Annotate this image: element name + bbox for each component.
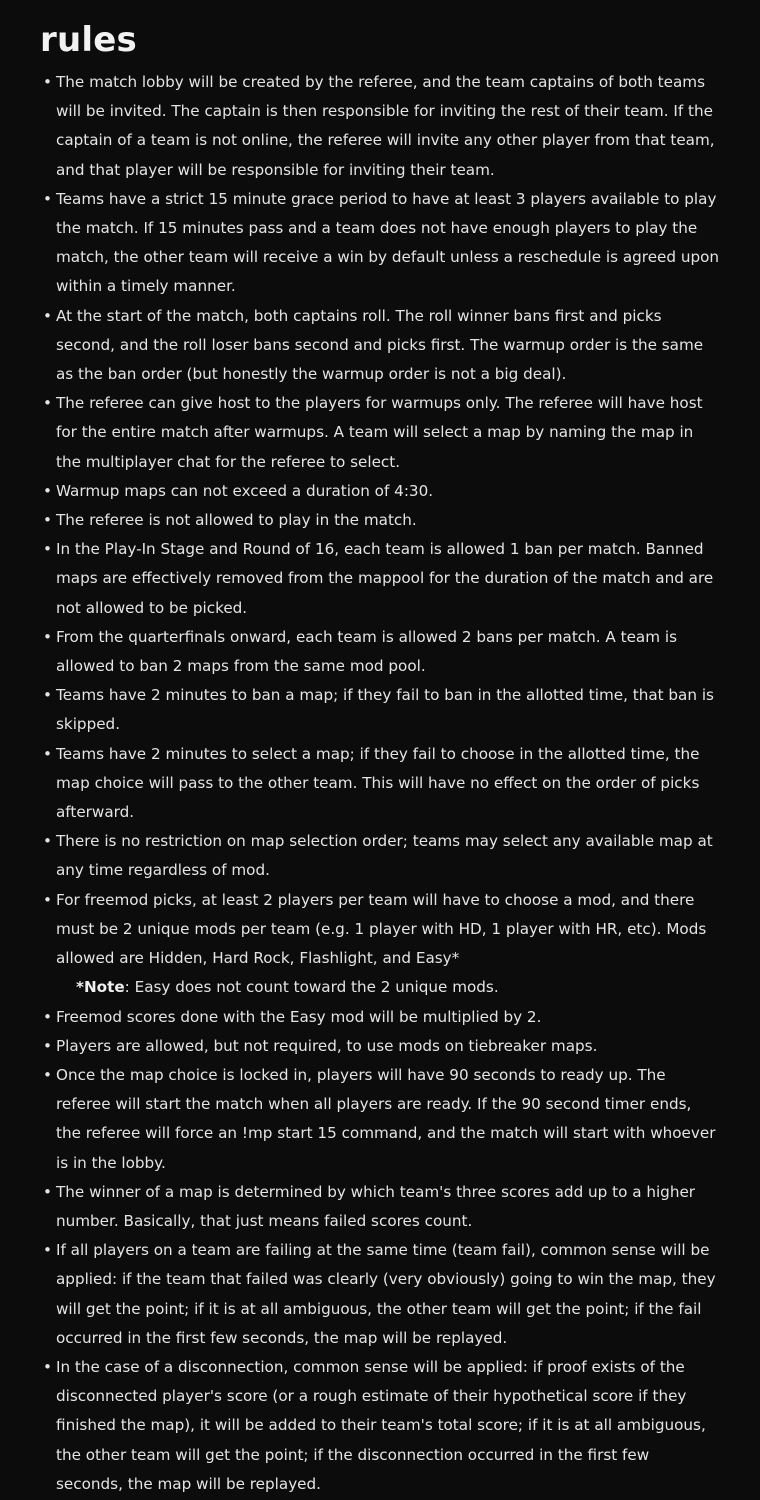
bullet-icon: • bbox=[43, 481, 52, 500]
rule-item bbox=[40, 477, 720, 506]
rule-text: Teams have 2 minutes to ban a map; if they fail to ban in the allotted time, that ban is skipped. bbox=[56, 686, 714, 734]
rule-text: In the Play-In Stage and Round of 16, each team is allowed 1 ban per match. Banned maps are effectively removed from the mappool for the duration of the match and are not allowed to be picked. bbox=[56, 540, 714, 617]
bullet-icon: • bbox=[43, 686, 52, 705]
rule-text: Teams have 2 minutes to select a map; if they fail to choose in the allotted time, the map choice will pass to the other team. This will have no effect on the order of picks afterward. bbox=[56, 744, 700, 822]
rule-item bbox=[40, 506, 720, 535]
rule-text: The referee is not allowed to play in the match. bbox=[56, 511, 417, 530]
rule-text: For freemod picks, at least 2 players per team will have to choose a mod, and there must be 2 unique mods per team (e.g. 1 player with HD, 1 player with HR, etc). Mods allowed are Hidden, Hard Rock, Flashlight, and Easy* bbox=[56, 890, 707, 968]
bullet-icon: • bbox=[43, 306, 52, 325]
rules-list bbox=[40, 68, 720, 1499]
bullet-icon: • bbox=[43, 1065, 52, 1084]
page-title: rules bbox=[40, 20, 137, 60]
bullet-icon: • bbox=[43, 394, 52, 413]
bullet-icon: • bbox=[43, 627, 52, 646]
bullet-icon: • bbox=[43, 1241, 52, 1260]
rule-text: From the quarterfinals onward, each team is allowed 2 bans per match. A team is allowed to ban 2 maps from the same mod pool. bbox=[56, 627, 677, 676]
bullet-icon: • bbox=[43, 1036, 52, 1055]
bullet-icon: • bbox=[43, 744, 52, 763]
rule-item bbox=[40, 535, 720, 623]
rule-text: Once the map choice is locked in, players will have 90 seconds to ready up. The referee will start the match when all players are ready. If the 90 second timer ends, the referee will force an !mp start 15 command, and the match will start with whoever is in the lobby. bbox=[56, 1065, 716, 1172]
bullet-icon: • bbox=[43, 189, 52, 208]
rule-item bbox=[40, 1061, 720, 1178]
rule-item bbox=[40, 681, 720, 739]
bullet-icon: • bbox=[43, 1357, 52, 1376]
rule-text: In the case of a disconnection, common sense will be applied: if proof exists of the disconnected player's score (or a rough estimate of their hypothetical score if they finished the map), it will be added to their team's total score; if it is at all ambiguous, the other team will get the point; if the disconnection occurred in the first few seconds, the map will be replayed. bbox=[56, 1357, 706, 1493]
rule-item bbox=[40, 185, 720, 302]
rule-item bbox=[40, 886, 720, 1003]
rule-item bbox=[40, 623, 720, 681]
bullet-icon: • bbox=[43, 890, 52, 909]
bullet-icon: • bbox=[43, 1007, 52, 1026]
rule-note bbox=[56, 973, 720, 1002]
rule-item bbox=[40, 68, 720, 185]
rule-text: If all players on a team are failing at the same time (team fail), common sense will be applied: if the team that failed was clearly (very obviously) going to win the map, they will get the point; if it is at all ambiguous, the other team will get the point; if the fail occurred in the first few seconds, the map will be replayed. bbox=[56, 1241, 716, 1347]
rule-item bbox=[40, 1178, 720, 1236]
rule-text: The match lobby will be created by the referee, and the team captains of both teams will be invited. The captain is then responsible for inviting the rest of their team. If the captain of a team is not online, the referee will invite any other player from that team, and that player will be responsible for inviting their team. bbox=[56, 73, 715, 179]
rule-item bbox=[40, 827, 720, 885]
rule-item bbox=[40, 389, 720, 477]
rule-text: Players are allowed, but not required, to use mods on tiebreaker maps. bbox=[56, 1036, 598, 1055]
bullet-icon: • bbox=[43, 832, 52, 851]
rule-text: Teams have a strict 15 minute grace period to have at least 3 players available to play the match. If 15 minutes pass and a team does not have enough players to play the match, the other team will receive a win by default unless a reschedule is agreed upon within a timely manner. bbox=[56, 189, 720, 296]
rule-text: Freemod scores done with the Easy mod will be multiplied by 2. bbox=[56, 1007, 542, 1026]
rule-text: The referee can give host to the players for warmups only. The referee will have host for the entire match after warmups. A team will select a map by naming the map in the multiplayer chat for the referee to select. bbox=[56, 394, 703, 471]
rule-text: There is no restriction on map selection order; teams may select any available map at any time regardless of mod. bbox=[56, 832, 713, 880]
rule-item bbox=[40, 1236, 720, 1353]
rule-note-text: : Easy does not count toward the 2 unique mods. bbox=[124, 978, 499, 997]
bullet-icon: • bbox=[43, 540, 52, 559]
rule-item bbox=[40, 302, 720, 390]
rule-text: The winner of a map is determined by which team's three scores add up to a higher number. Basically, that just means failed scores count. bbox=[56, 1182, 696, 1230]
rule-text: Warmup maps can not exceed a duration of 4:30. bbox=[56, 481, 434, 500]
rule-note-label: *Note bbox=[76, 978, 125, 997]
rule-item bbox=[40, 740, 720, 828]
rule-text: At the start of the match, both captains roll. The roll winner bans first and picks second, and the roll loser bans second and picks first. The warmup order is the same as the ban order (but honestly the warmup order is not a big deal). bbox=[56, 306, 704, 384]
rule-item bbox=[40, 1003, 720, 1032]
bullet-icon: • bbox=[43, 1182, 52, 1201]
rule-item bbox=[40, 1032, 720, 1061]
bullet-icon: • bbox=[43, 73, 52, 91]
rule-item bbox=[40, 1353, 720, 1499]
bullet-icon: • bbox=[43, 511, 52, 530]
